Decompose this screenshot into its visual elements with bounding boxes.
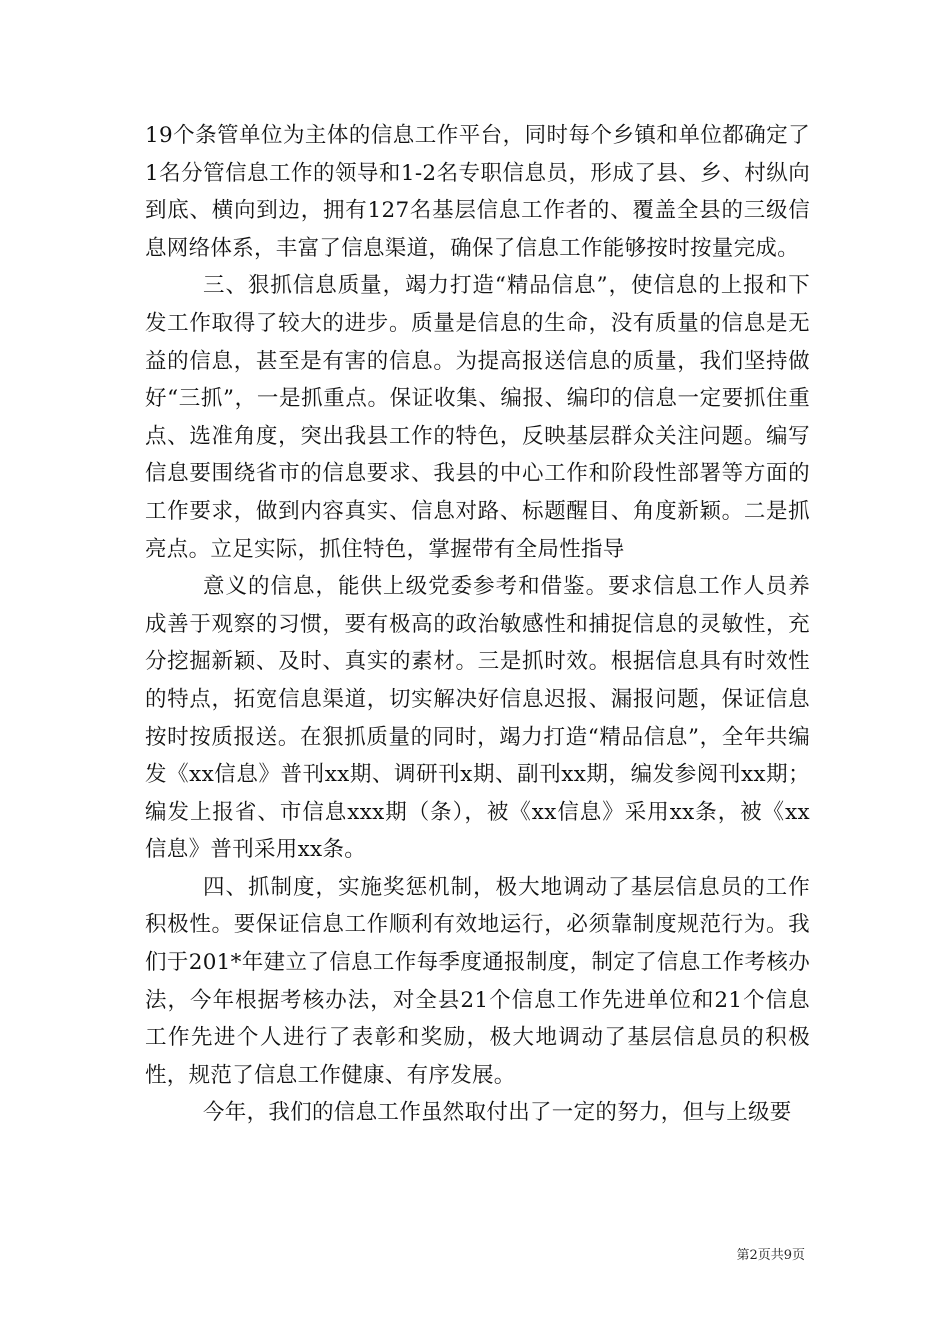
paragraph-1: 19个条管单位为主体的信息工作平台，同时每个乡镇和单位都确定了1名分管信息工作的领导和1-2名专职信息员，形成了县、乡、村纵向到底、横向到边，拥有127名基层信息工作者的、覆盖全县的三级信息网络体系，丰富了信息渠道，确保了信息工作能够按时按量完成。 [145, 123, 810, 261]
page-footer [736, 1248, 805, 1264]
paragraph-5: 今年，我们的信息工作虽然取付出了一定的努力，但与上级要 [203, 1100, 792, 1126]
page-number-label: 第2页共9页 [736, 1248, 805, 1263]
paragraph-2: 三、狠抓信息质量，竭力打造“精品信息”，使信息的上报和下发工作取得了较大的进步。质量是信息的生命，没有质量的信息是无益的信息，甚至是有害的信息。为提高报送信息的质量，我们坚持做好“三抓”，一是抓重点。保证收集、编报、编印的信息一定要抓住重点、选准角度，突出我县工作的特色，反映基层群众关注问题。编写信息要围绕省市的信息要求、我县的中心工作和阶段性部署等方面的工作要求，做到内容真实、信息对路、标题醒目、角度新颖。二是抓亮点。立足实际，抓住特色，掌握带有全局性指导 [145, 273, 810, 562]
paragraph-3: 意义的信息，能供上级党委参考和借鉴。要求信息工作人员养成善于观察的习惯，要有极高的政治敏感性和捕捉信息的灵敏性，充分挖掘新颖、及时、真实的素材。三是抓时效。根据信息具有时效性的特点，拓宽信息渠道，切实解决好信息迟报、漏报问题，保证信息按时按质报送。在狠抓质量的同时，竭力打造“精品信息”，全年共编发《xx信息》普刊xx期、调研刊x期、副刊xx期，编发参阅刊xx期；编发上报省、市信息xxx期（条），被《xx信息》采用xx条，被《xx信息》普刊采用xx条。 [145, 574, 810, 863]
paragraph-4: 四、抓制度，实施奖惩机制，极大地调动了基层信息员的工作积极性。要保证信息工作顺利有效地运行，必须靠制度规范行为。我们于201*年建立了信息工作每季度通报制度，制定了信息工作考核办法，今年根据考核办法，对全县21个信息工作先进单位和21个信息工作先进个人进行了表彰和奖励，极大地调动了基层信息员的积极性，规范了信息工作健康、有序发展。 [145, 874, 810, 1088]
body-text [145, 117, 810, 1132]
